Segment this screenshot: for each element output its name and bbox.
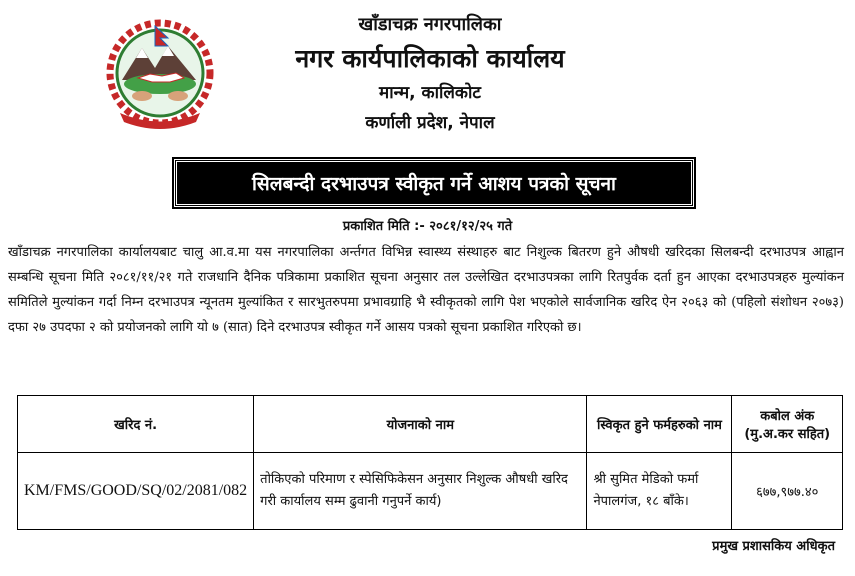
table-header-row <box>18 396 843 453</box>
office-name: नगर कार्यपालिकाको कार्यालय <box>295 44 565 73</box>
municipality-name: खाँडाचक्र नगरपालिका <box>358 14 502 35</box>
nepal-emblem-icon <box>100 18 220 133</box>
published-date: प्रकाशित मिति :- २०८१/१२/२५ गते <box>342 219 513 234</box>
header-project-name: योजनाको नाम <box>254 396 587 453</box>
office-address: मान्म, कालिकोट <box>379 83 481 103</box>
header-firm-name: स्विकृत हुने फर्महरुको नाम <box>587 396 732 453</box>
notice-title: सिलबन्दी दरभाउपत्र स्वीकृत गर्ने आशय पत्रको सूचना <box>174 159 694 207</box>
header-bid-amount: कबोल अंक (मु.अ.कर सहित) <box>732 396 843 453</box>
province-country: कर्णाली प्रदेश, नेपाल <box>365 113 495 133</box>
firm-name: श्री सुमित मेडिको फर्मा नेपालगंज, १८ बाँके। <box>587 453 732 530</box>
letterhead <box>220 10 640 138</box>
bid-amount: ६७७,९७७.४० <box>732 453 843 530</box>
header-procurement-no: खरिद नं. <box>18 396 254 453</box>
bid-table <box>17 395 843 530</box>
procurement-code: KM/FMS/GOOD/SQ/02/2081/082 <box>18 453 254 530</box>
notice-body: खाँडाचक्र नगरपालिका कार्यालयबाट चालु आ.व.मा यस नगरपालिका अर्न्तगत विभिन्न स्वास्थ्य संस्थाहरु बाट निशुल्क बितरण हुने औषधी खरिदका सिलबन्दी दरभाउपत्र आह्वान सम्बन्धि सूचना मिति २०८१/११/२१ गते राजधानि दैनिक पत्रिकामा प्रकाशित सूचना अनुसार तल उल्लेखित दरभाउपत्रका लागि रितपुर्वक दर्ता हुन आएका दरभाउपत्रहरु मुल्यांकन समितिले मुल्यांकन गर्दा निम्न दरभाउपत्र न्यूनतम मुल्यांकित र सारभुतरुपमा प्रभावग्राहि भै स्वीकृतको लागि पेश भएकोले सार्वजानिक खरिद ऐन २०६३ को (पहिलो संशोधन २०७३) दफा २७ उपदफा २ को प्रयोजनको लागि यो ७ (सात) दिने दरभाउपत्र स्वीकृत गर्ने आसय पत्रको सूचना प्रकाशित गरिएको छ। <box>8 245 844 335</box>
project-description: तोकिएको परिमाण र स्पेसिफिकेसन अनुसार निशुल्क औषधी खरिद गरी कार्यालय सम्म ढुवानी गनुपर्ने कार्य) <box>254 453 587 530</box>
table-row <box>18 453 843 530</box>
signature-title: प्रमुख प्रशासकिय अधिकृत <box>712 539 835 554</box>
